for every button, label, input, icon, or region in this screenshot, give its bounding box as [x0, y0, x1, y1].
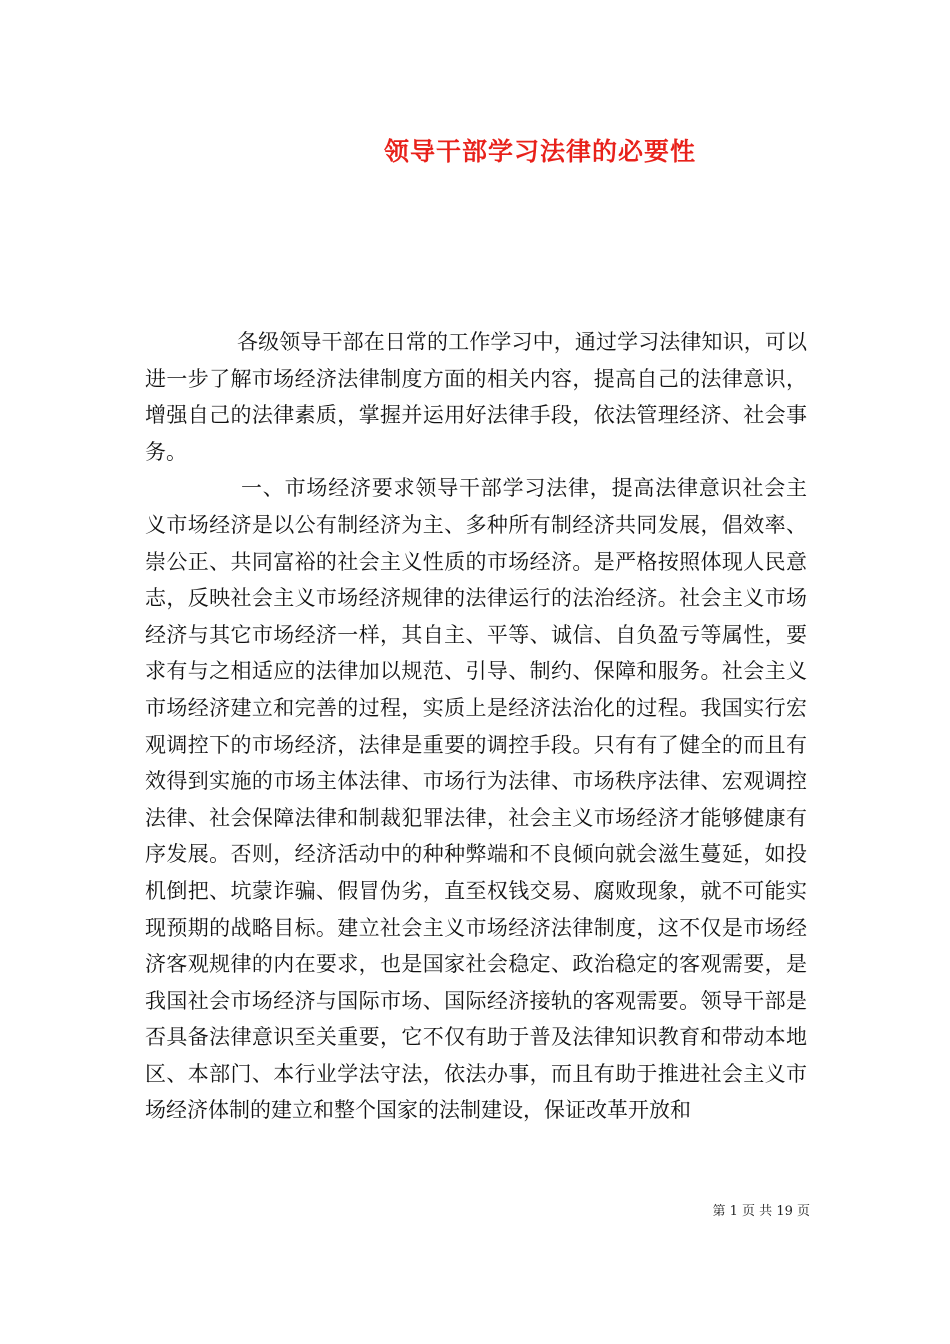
- page-number-footer: 第 1 页 共 19 页: [712, 1204, 810, 1219]
- page-title: 领导干部学习法律的必要性: [383, 137, 696, 166]
- paragraph-intro: 各级领导干部在日常的工作学习中，通过学习法律知识，可以进一步了解市场经济法律制度方面的相关内容，提高自己的法律意识，增强自己的法律素质，掌握并运用好法律手段，依法管理经济、社会事务。: [145, 330, 807, 464]
- paragraph-section-one: 一、市场经济要求领导干部学习法律，提高法律意识社会主义市场经济是以公有制经济为主、多种所有制经济共同发展，倡效率、崇公正、共同富裕的社会主义性质的市场经济。是严格按照体现人民意志，反映社会主义市场经济规律的法律运行的法治经济。社会主义市场经济与其它市场经济一样，其自主、平等、诚信、自负盈亏等属性，要求有与之相适应的法律加以规范、引导、制约、保障和服务。社会主义市场经济建立和完善的过程，实质上是经济法治化的过程。我国实行宏观调控下的市场经济，法律是重要的调控手段。只有有了健全的而且有效得到实施的市场主体法律、市场行为法律、市场秩序法律、宏观调控法律、社会保障法律和制裁犯罪法律，社会主义市场经济才能够健康有序发展。否则，经济活动中的种种弊端和不良倾向就会滋生蔓延，如投机倒把、坑蒙诈骗、假冒伪劣，直至权钱交易、腐败现象，就不可能实现预期的战略目标。建立社会主义市场经济法律制度，这不仅是市场经济客观规律的内在要求，也是国家社会稳定、政治稳定的客观需要，是我国社会市场经济与国际市场、国际经济接轨的客观需要。领导干部是否具备法律意识至关重要，它不仅有助于普及法律知识教育和带动本地区、本部门、本行业学法守法，依法办事，而且有助于推进社会主义市场经济体制的建立和整个国家的法制建设，保证改革开放和: [145, 476, 807, 1123]
- document-body: [145, 324, 807, 1129]
